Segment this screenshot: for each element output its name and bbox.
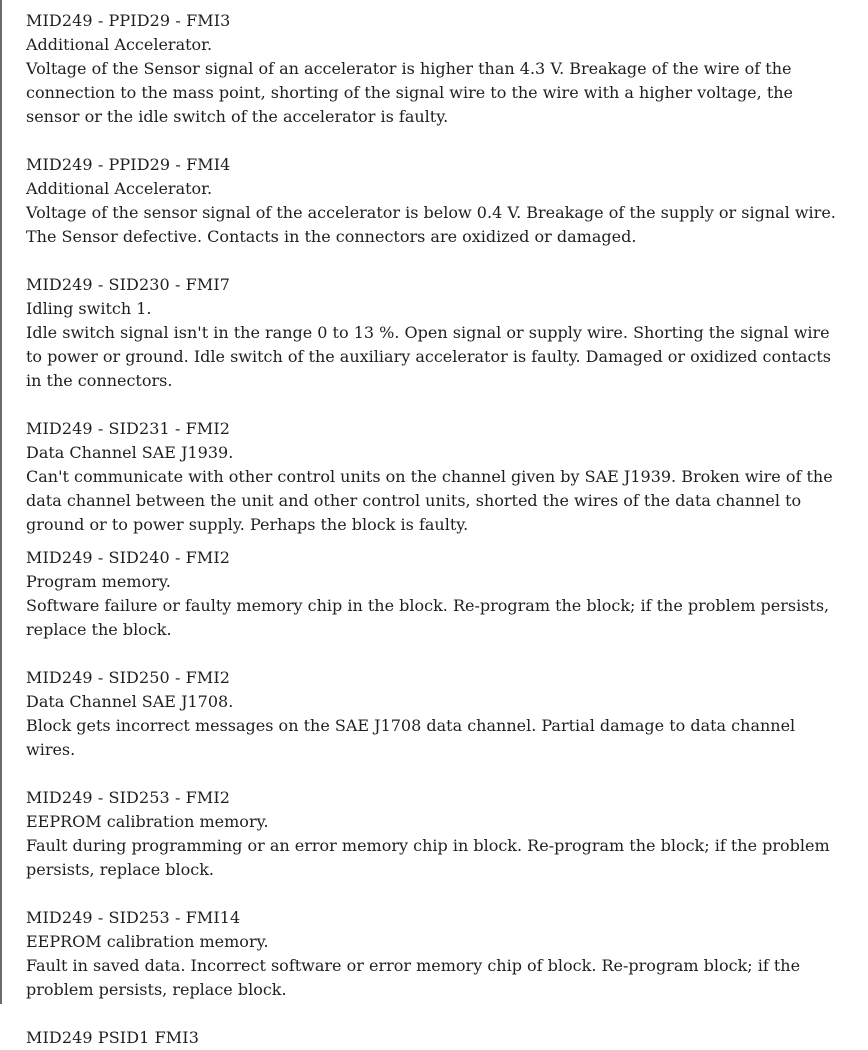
- fault-description: Voltage of the Sensor signal of an accelerator is higher than 4.3 V. Breakage of the wire of the connection to the mass point, shorting of the signal wire to the wire with a higher voltage, the sensor or the idle switch of the accelerator is faulty.: [26, 59, 794, 126]
- fault-code: MID249 - SID253 - FMI14: [26, 908, 241, 927]
- fault-code: MID249 - SID250 - FMI2: [26, 668, 231, 687]
- fault-title: Additional Accelerator.: [26, 35, 213, 54]
- fault-description: Fault in saved data. Incorrect software or error memory chip of block. Re-program block; if the problem persists, replace block.: [26, 956, 801, 999]
- fault-code: MID249 - PPID29 - FMI4: [26, 155, 231, 174]
- fault-description: Fault during programming or an error memory chip in block. Re-program the block; if the problem persists, replace block.: [26, 836, 830, 879]
- fault-title: Idling switch 1.: [26, 299, 152, 318]
- fault-entry: [26, 546, 848, 642]
- fault-description: Software failure or faulty memory chip in the block. Re-program the block; if the problem persists, replace the block.: [26, 596, 830, 639]
- fault-entry: [26, 153, 848, 249]
- fault-code: MID249 - PPID29 - FMI3: [26, 11, 231, 30]
- fault-title: Data Channel SAE J1939.: [26, 443, 234, 462]
- fault-title: Program memory.: [26, 572, 171, 591]
- fault-description: Can't communicate with other control units on the channel given by SAE J1939. Broken wire of the data channel between the unit and other control units, shorted the wires of the data channel to ground or to power supply. Perhaps the block is faulty.: [26, 467, 833, 534]
- fault-entry: [26, 9, 848, 129]
- fault-title: EEPROM calibration memory.: [26, 812, 269, 831]
- fault-description: Voltage of the sensor signal of the accelerator is below 0.4 V. Breakage of the supply or signal wire. The Sensor defective. Contacts in the connectors are oxidized or damaged.: [26, 203, 836, 246]
- fault-code: MID249 - SID230 - FMI7: [26, 275, 231, 294]
- fault-entry: [26, 1026, 848, 1050]
- fault-title: Additional Accelerator.: [26, 179, 213, 198]
- fault-entry: [26, 666, 848, 762]
- fault-title: EEPROM calibration memory.: [26, 932, 269, 951]
- fault-code: MID249 - SID240 - FMI2: [26, 548, 231, 567]
- fault-entry: [26, 906, 848, 1002]
- fault-title: Data Channel SAE J1708.: [26, 692, 234, 711]
- fault-code: MID249 - SID231 - FMI2: [26, 419, 231, 438]
- fault-code: MID249 - SID253 - FMI2: [26, 788, 231, 807]
- fault-entry: [26, 786, 848, 882]
- fault-description: Idle switch signal isn't in the range 0 to 13 %. Open signal or supply wire. Shorting the signal wire to power or ground. Idle switch of the auxiliary accelerator is faulty. Damaged or oxidized contacts in the connectors.: [26, 323, 831, 390]
- fault-code: MID249 PSID1 FMI3: [26, 1028, 199, 1047]
- fault-description: Block gets incorrect messages on the SAE J1708 data channel. Partial damage to data channel wires.: [26, 716, 796, 759]
- fault-entry: [26, 273, 848, 393]
- fault-entry: [26, 417, 848, 537]
